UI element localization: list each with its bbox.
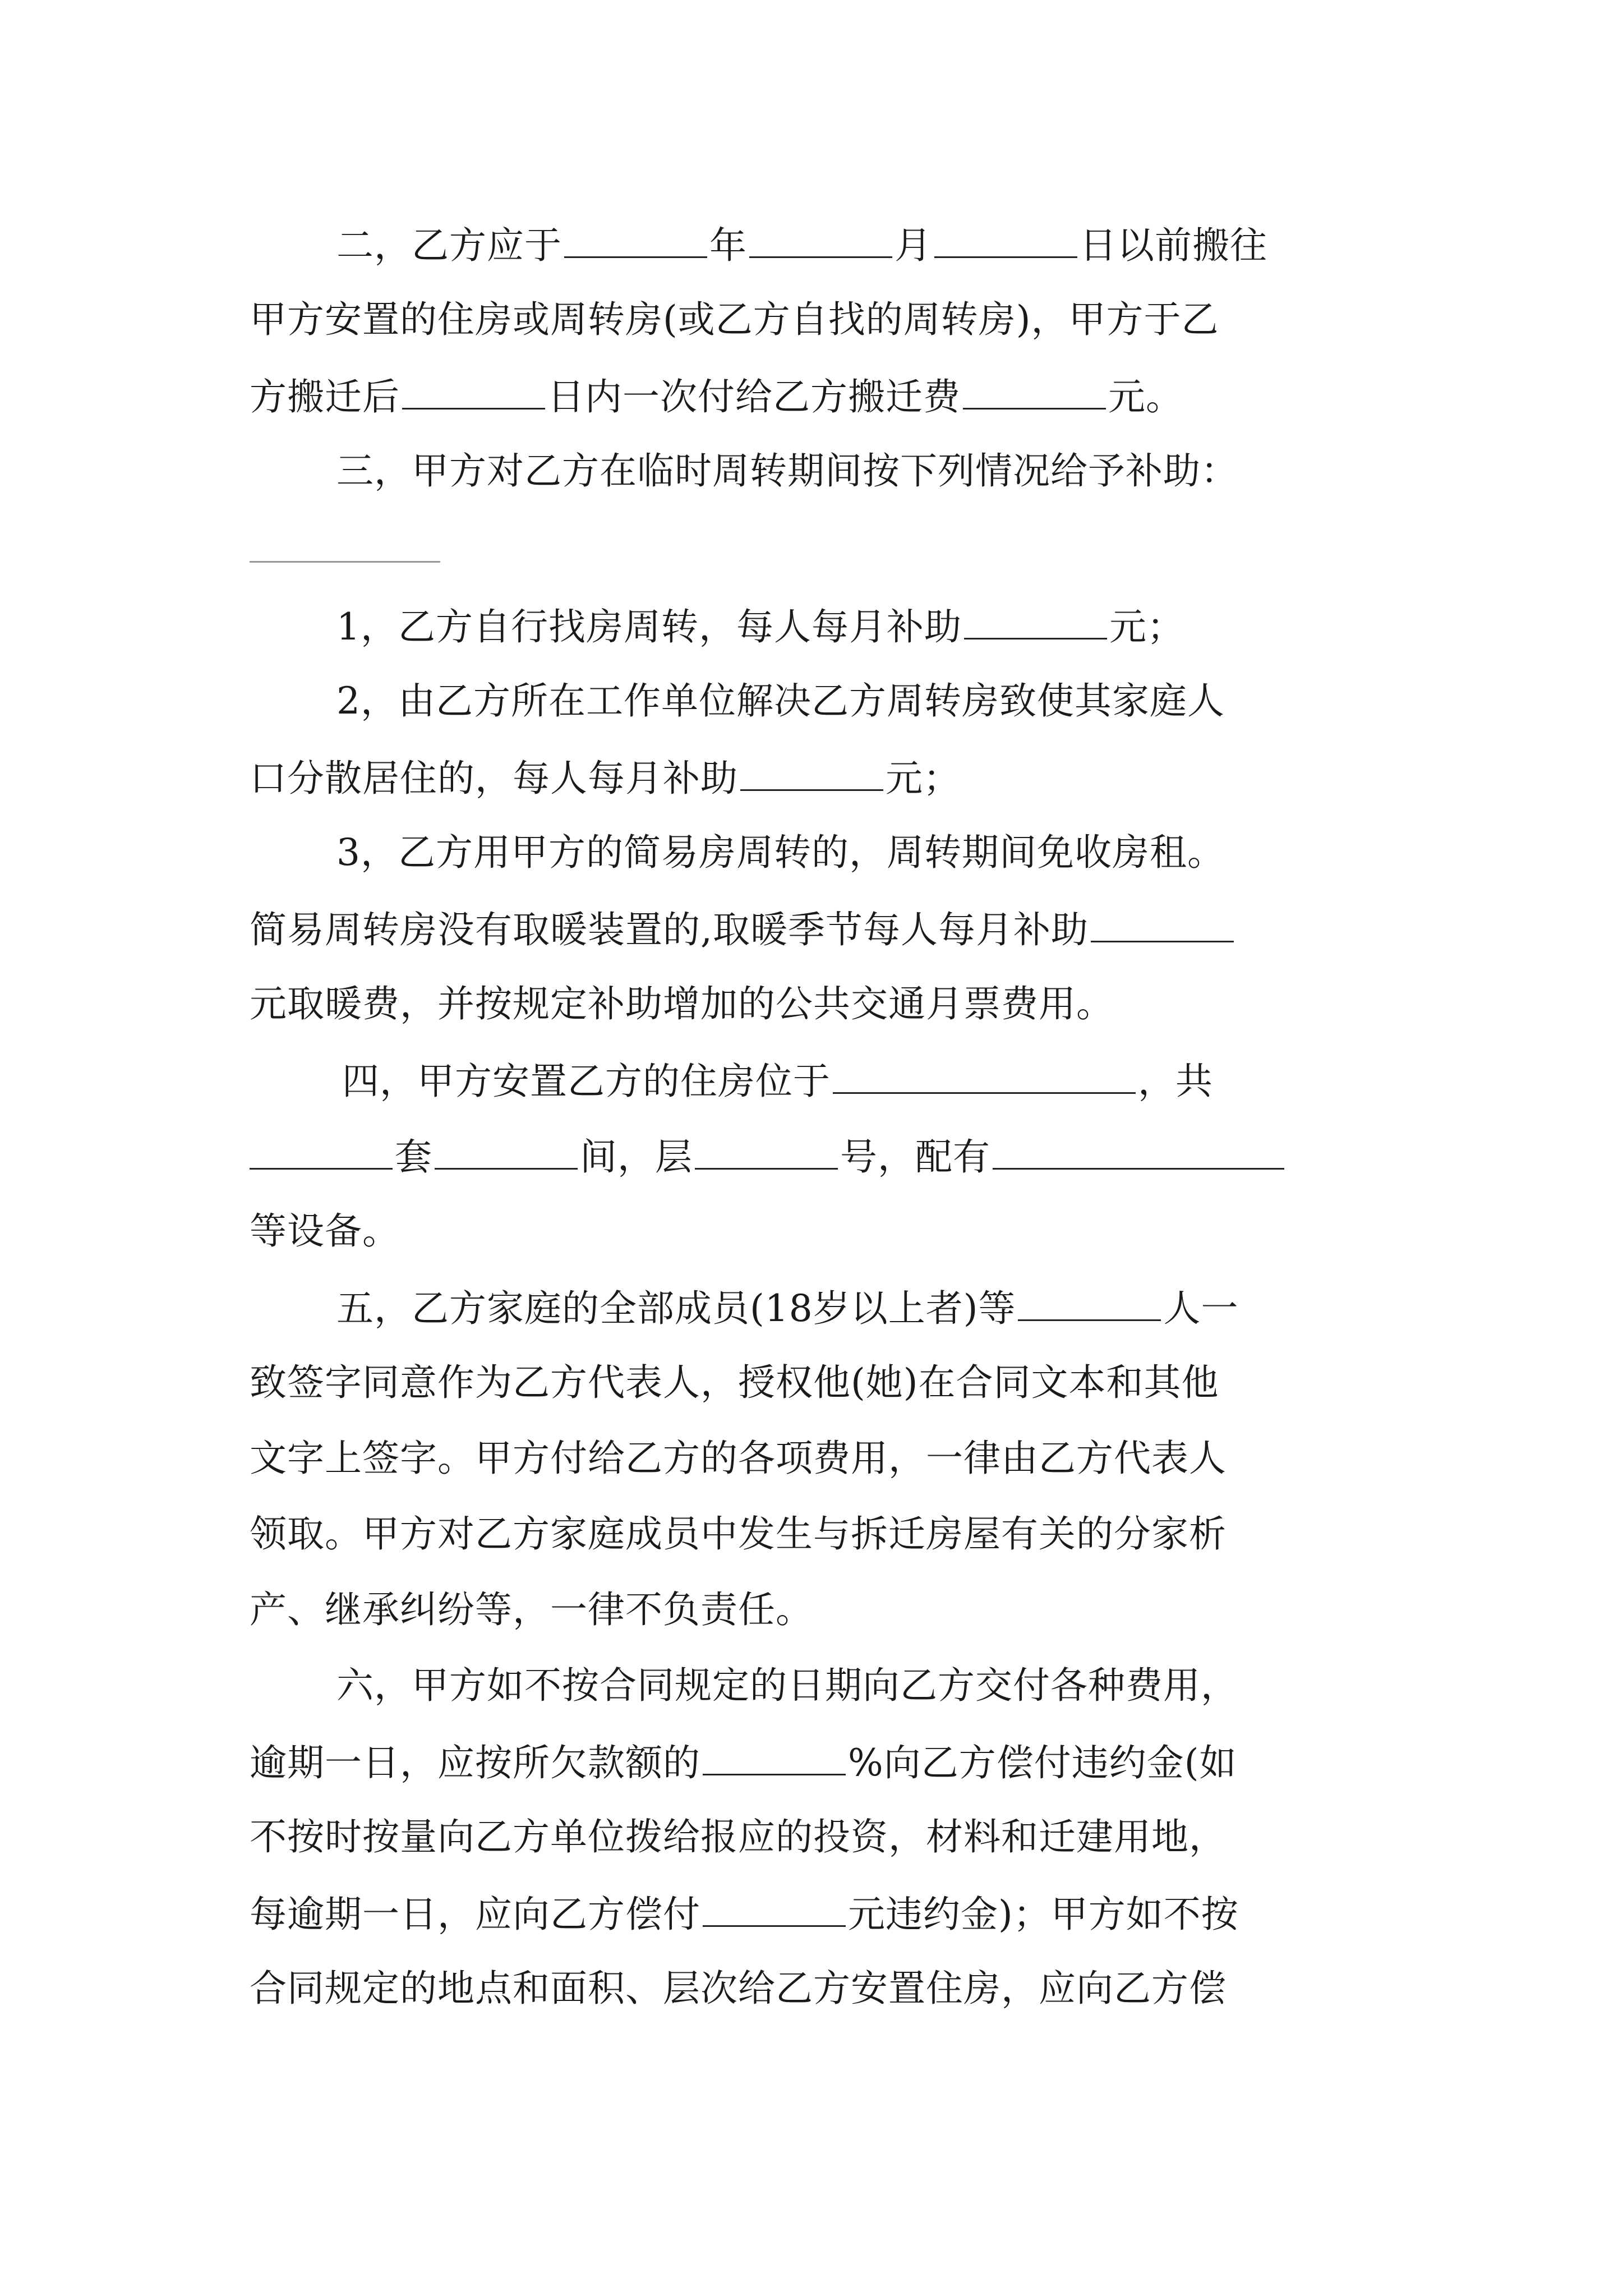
clause-3-item-3-line-1: 3，乙方用甲方的简易房周转的，周转期间免收房租。 xyxy=(336,831,1225,874)
clause-6-line-1: 六，甲方如不按合同规定的日期向乙方交付各种费用， xyxy=(336,1664,1238,1707)
moving-fee-blank xyxy=(963,373,1106,409)
sets-blank xyxy=(250,1133,393,1170)
clause-3-item-3-line-2: 简易周转房没有取暖装置的,取暖季节每人每月补助 xyxy=(250,906,1236,953)
clause-4-line-3: 等设备。 xyxy=(250,1209,400,1253)
month-blank xyxy=(749,222,892,258)
clause-2-line-3: 方搬迁后 日内一次付给乙方搬迁费 元。 xyxy=(250,373,1183,420)
year-blank xyxy=(564,222,707,258)
clause-6-line-5: 合同规定的地点和面积、层次给乙方安置住房，应向乙方偿 xyxy=(250,1967,1227,2010)
clause-6-line-2: 逾期一日，应按所欠款额的 %向乙方偿付违约金(如 xyxy=(250,1739,1237,1786)
clause-3-item-3-line-3: 元取暖费，并按规定补助增加的公共交通月票费用。 xyxy=(250,982,1114,1025)
clause-2-line-1: 二，乙方应于 年 月 日以前搬往 xyxy=(336,222,1267,268)
clause-5-line-3: 文字上签字。甲方付给乙方的各项费用，一律由乙方代表人 xyxy=(250,1437,1227,1480)
self-found-subsidy-blank xyxy=(964,603,1107,639)
penalty-percent-blank xyxy=(703,1739,846,1775)
clause-6-line-4: 每逾期一日，应向乙方偿付 元违约金)；甲方如不按 xyxy=(250,1890,1239,1937)
clause-6-line-3: 不按时按量向乙方单位拨给报应的投资，材料和迁建用地， xyxy=(250,1815,1227,1858)
floor-blank xyxy=(695,1133,838,1170)
clause-4-line-2: 套 间，层 号，配有 xyxy=(250,1133,1287,1180)
day-blank xyxy=(934,222,1077,258)
days-blank xyxy=(402,373,545,409)
clause-5-line-1: 五，乙方家庭的全部成员(18岁以上者)等 人一 xyxy=(336,1285,1238,1331)
clause-2-line-2: 甲方安置的住房或周转房(或乙方自找的周转房)，甲方于乙 xyxy=(250,298,1219,341)
heating-subsidy-blank xyxy=(1091,906,1234,942)
daily-penalty-blank xyxy=(703,1890,846,1927)
clause-4-line-1: 四，甲方安置乙方的住房位于 ，共 xyxy=(342,1057,1213,1104)
housing-location-blank xyxy=(833,1057,1136,1094)
clause-3-item-2-line-2: 口分散居住的，每人每月补助 元； xyxy=(250,754,961,801)
equipment-blank xyxy=(993,1133,1284,1170)
clause-3-item-2-line-1: 2，由乙方所在工作单位解决乙方周转房致使其家庭人 xyxy=(336,679,1225,723)
rooms-blank xyxy=(435,1133,578,1170)
clause-5-line-4: 领取。甲方对乙方家庭成员中发生与拆迁房屋有关的分家析 xyxy=(250,1512,1227,1556)
clause-3-item-1: 1，乙方自行找房周转，每人每月补助 元； xyxy=(336,603,1184,650)
clause-3-heading: 三，甲方对乙方在临时周转期间按下列情况给予补助： xyxy=(336,449,1238,493)
clause-5-line-2: 致签字同意作为乙方代表人，授权他(她)在合同文本和其他 xyxy=(250,1361,1219,1404)
members-count-blank xyxy=(1018,1285,1161,1321)
scattered-subsidy-blank xyxy=(740,754,883,791)
clause-5-line-5: 产、继承纠纷等，一律不负责任。 xyxy=(250,1588,813,1631)
divider-rule xyxy=(250,561,440,563)
